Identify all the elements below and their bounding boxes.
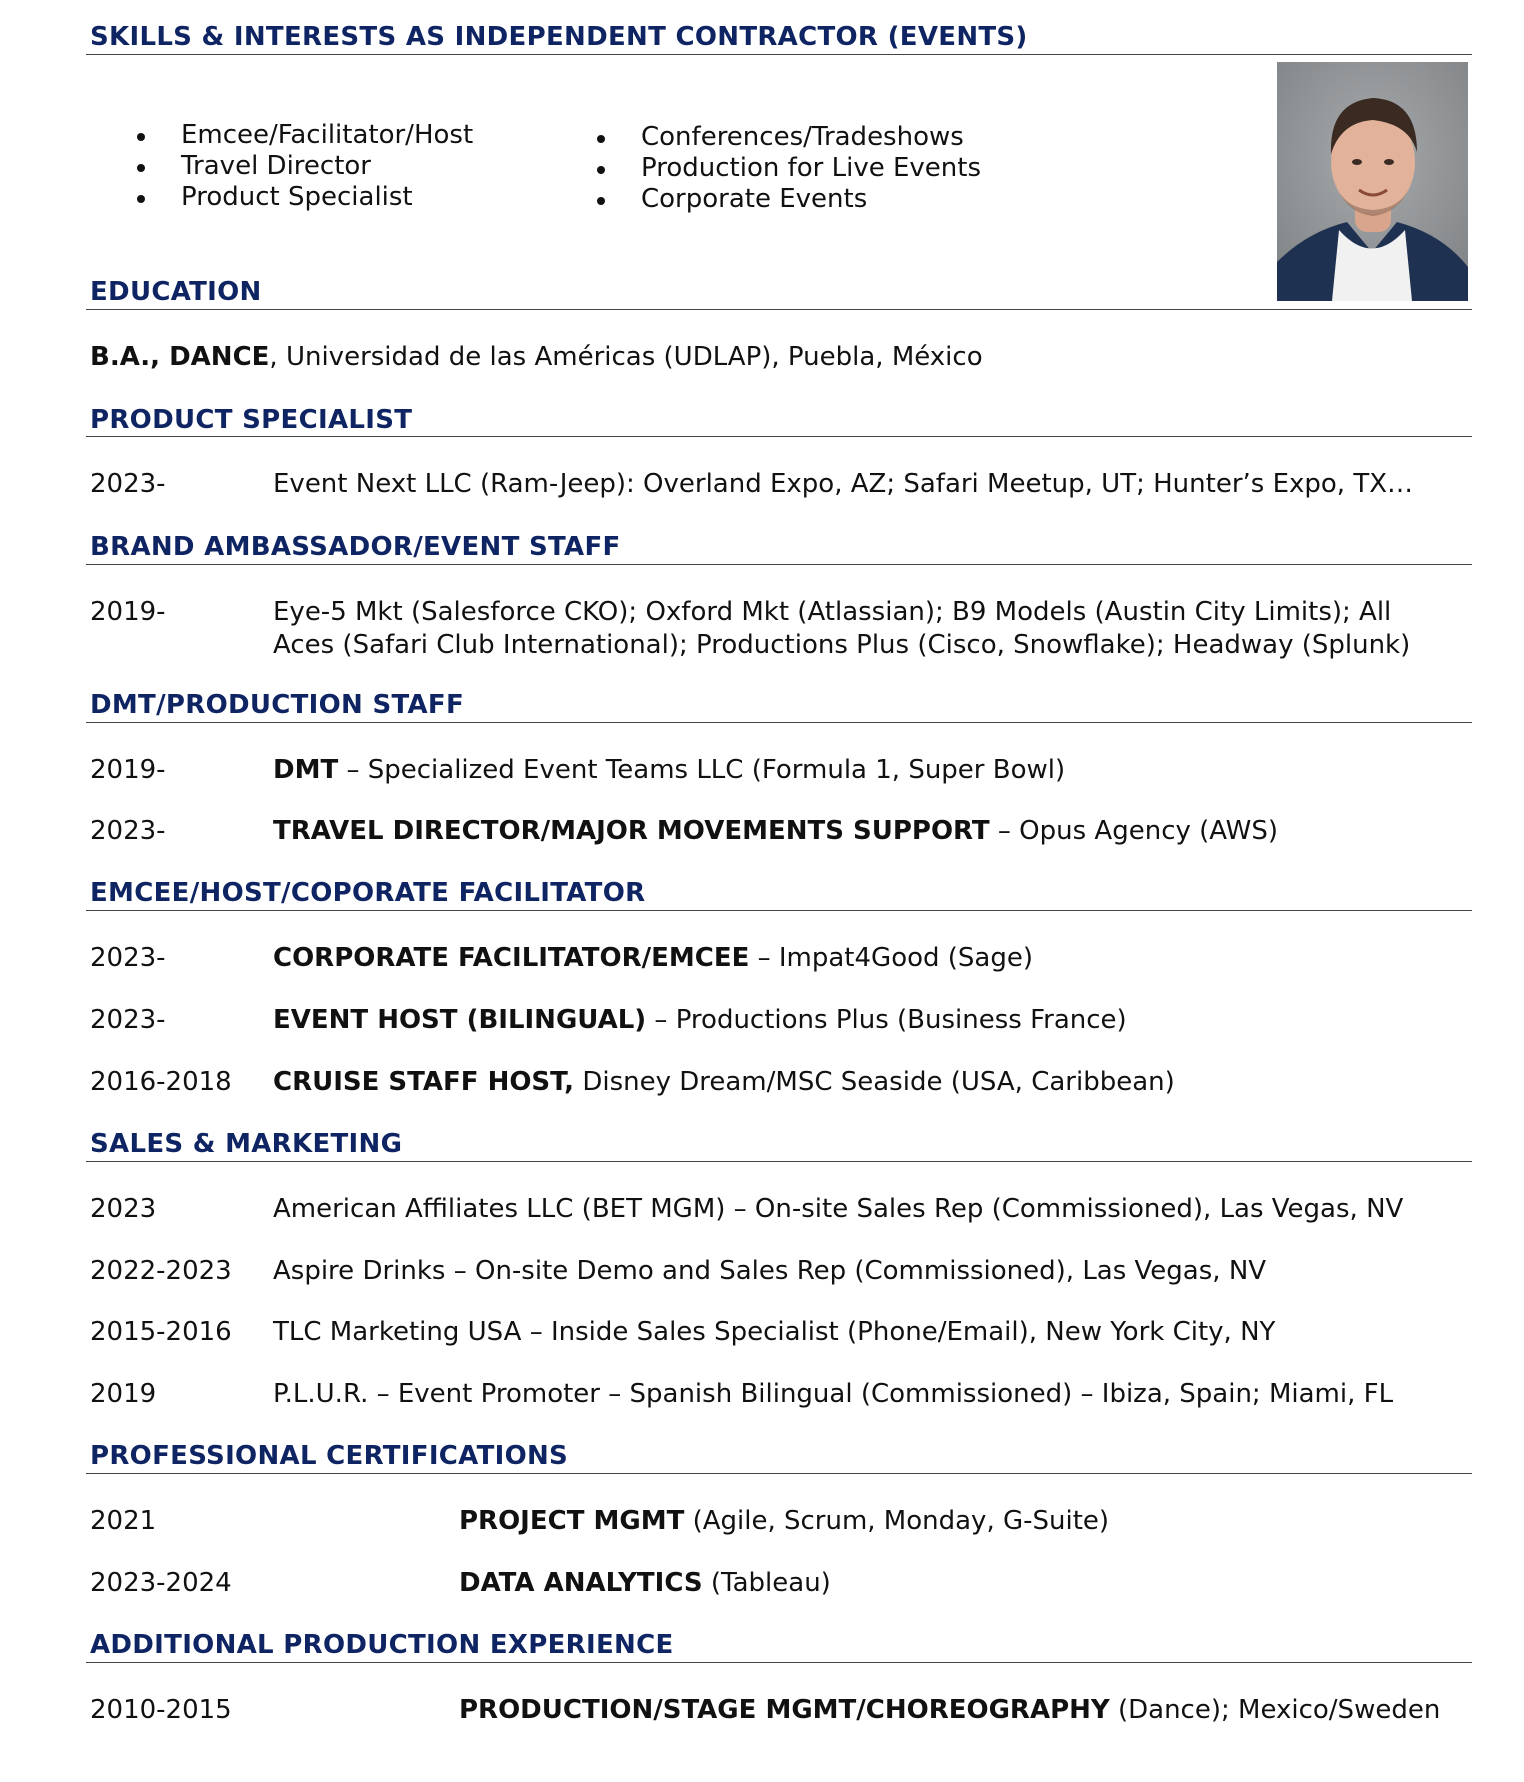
skill-item: Travel Director [90, 151, 473, 182]
entry-date: 2015-2016 [90, 1317, 232, 1347]
entry-role: TRAVEL DIRECTOR/MAJOR MOVEMENTS SUPPORT [273, 816, 990, 846]
skills-heading: SKILLS & INTERESTS AS INDEPENDENT CONTRACTOR (EVENTS) [90, 22, 1028, 52]
institution: , Universidad de las Américas (UDLAP), Puebla, México [269, 342, 983, 372]
emcee-heading: EMCEE/HOST/COPORATE FACILITATOR [90, 878, 646, 908]
entry-description [273, 1066, 1473, 1099]
entry-detail: Disney Dream/MSC Seaside (USA, Caribbean) [574, 1067, 1175, 1097]
dmt-heading: DMT/PRODUCTION STAFF [90, 690, 465, 720]
entry-date: 2023- [90, 943, 166, 973]
entry-role: CRUISE STAFF HOST, [273, 1067, 575, 1097]
entry-detail: – Productions Plus (Business France) [646, 1005, 1127, 1035]
entry-date: 2023- [90, 816, 166, 846]
entry-description: Aspire Drinks – On-site Demo and Sales Rep (Commissioned), Las Vegas, NV [273, 1256, 1267, 1286]
entry-role: PRODUCTION/STAGE MGMT/CHOREOGRAPHY [459, 1695, 1110, 1725]
entry-role: CORPORATE FACILITATOR/EMCEE [273, 943, 750, 973]
dmt-rule [86, 722, 1472, 723]
entry-date: 2019 [90, 1379, 157, 1409]
skill-item: Production for Live Events [550, 153, 981, 184]
portrait-image [1277, 62, 1468, 301]
entry-date: 2023- [90, 1005, 166, 1035]
entry-description [273, 942, 1473, 975]
education-rule [86, 309, 1472, 310]
entry-detail: – Opus Agency (AWS) [989, 816, 1279, 846]
skill-item: Emcee/Facilitator/Host [90, 120, 473, 151]
emcee-rule [86, 910, 1472, 911]
skill-item: Conferences/Tradeshows [550, 122, 981, 153]
degree: B.A., DANCE [90, 342, 270, 372]
entry-date: 2016-2018 [90, 1067, 232, 1097]
entry-detail: (Agile, Scrum, Monday, G-Suite) [684, 1506, 1110, 1536]
entry-description [273, 1004, 1473, 1037]
entry-date: 2019- [90, 755, 166, 785]
entry-date: 2010-2015 [90, 1695, 232, 1725]
entry-description [459, 1567, 1489, 1600]
entry-description: American Affiliates LLC (BET MGM) – On-site Sales Rep (Commissioned), Las Vegas, NV [273, 1194, 1404, 1224]
brand-ambassador-heading: BRAND AMBASSADOR/EVENT STAFF [90, 532, 621, 562]
brand-ambassador-rule [86, 564, 1472, 565]
education-entry [90, 341, 1470, 374]
skills-rule [86, 54, 1472, 55]
entry-description: P.L.U.R. – Event Promoter – Spanish Bilingual (Commissioned) – Ibiza, Spain; Miami, FL [273, 1379, 1394, 1409]
entry-description [459, 1694, 1489, 1727]
entry-description: Eye-5 Mkt (Salesforce CKO); Oxford Mkt (Atlassian); B9 Models (Austin City Limits); All Aces (Safari Club International); Productions Plus (Cisco, Snowflake); Headway (Splunk) [273, 597, 1411, 660]
entry-role: DMT [273, 755, 339, 785]
certifications-rule [86, 1473, 1472, 1474]
entry-detail: – Impat4Good (Sage) [749, 943, 1033, 973]
entry-role: DATA ANALYTICS [459, 1568, 703, 1598]
education-heading: EDUCATION [90, 277, 262, 307]
skills-list-right [550, 122, 981, 215]
skill-item: Product Specialist [90, 182, 473, 213]
entry-role: PROJECT MGMT [459, 1506, 685, 1536]
additional-heading: ADDITIONAL PRODUCTION EXPERIENCE [90, 1630, 674, 1660]
entry-date: 2023 [90, 1194, 157, 1224]
entry-detail: (Dance); Mexico/Sweden [1109, 1695, 1441, 1725]
entry-description [273, 754, 1473, 787]
entry-description: TLC Marketing USA – Inside Sales Specialist (Phone/Email), New York City, NY [273, 1317, 1276, 1347]
product-specialist-rule [86, 436, 1472, 437]
entry-date: 2021 [90, 1506, 157, 1536]
profile-photo [1277, 62, 1468, 301]
sales-heading: SALES & MARKETING [90, 1129, 403, 1159]
entry-detail: (Tableau) [702, 1568, 831, 1598]
entry-date: 2023-2024 [90, 1568, 232, 1598]
certifications-heading: PROFESSIONAL CERTIFICATIONS [90, 1441, 569, 1471]
entry-detail: – Specialized Event Teams LLC (Formula 1, Super Bowl) [338, 755, 1066, 785]
entry-description [273, 815, 1473, 848]
skills-list-left [90, 120, 473, 213]
entry-date: 2022-2023 [90, 1256, 232, 1286]
entry-date: 2023- [90, 469, 166, 499]
sales-rule [86, 1161, 1472, 1162]
additional-rule [86, 1662, 1472, 1663]
entry-description [459, 1505, 1489, 1538]
product-specialist-heading: PRODUCT SPECIALIST [90, 405, 413, 435]
entry-date: 2019- [90, 597, 166, 627]
entry-description: Event Next LLC (Ram-Jeep): Overland Expo, AZ; Safari Meetup, UT; Hunter’s Expo, TX… [273, 469, 1414, 499]
entry-role: EVENT HOST (BILINGUAL) [273, 1005, 647, 1035]
skill-item: Corporate Events [550, 184, 981, 215]
